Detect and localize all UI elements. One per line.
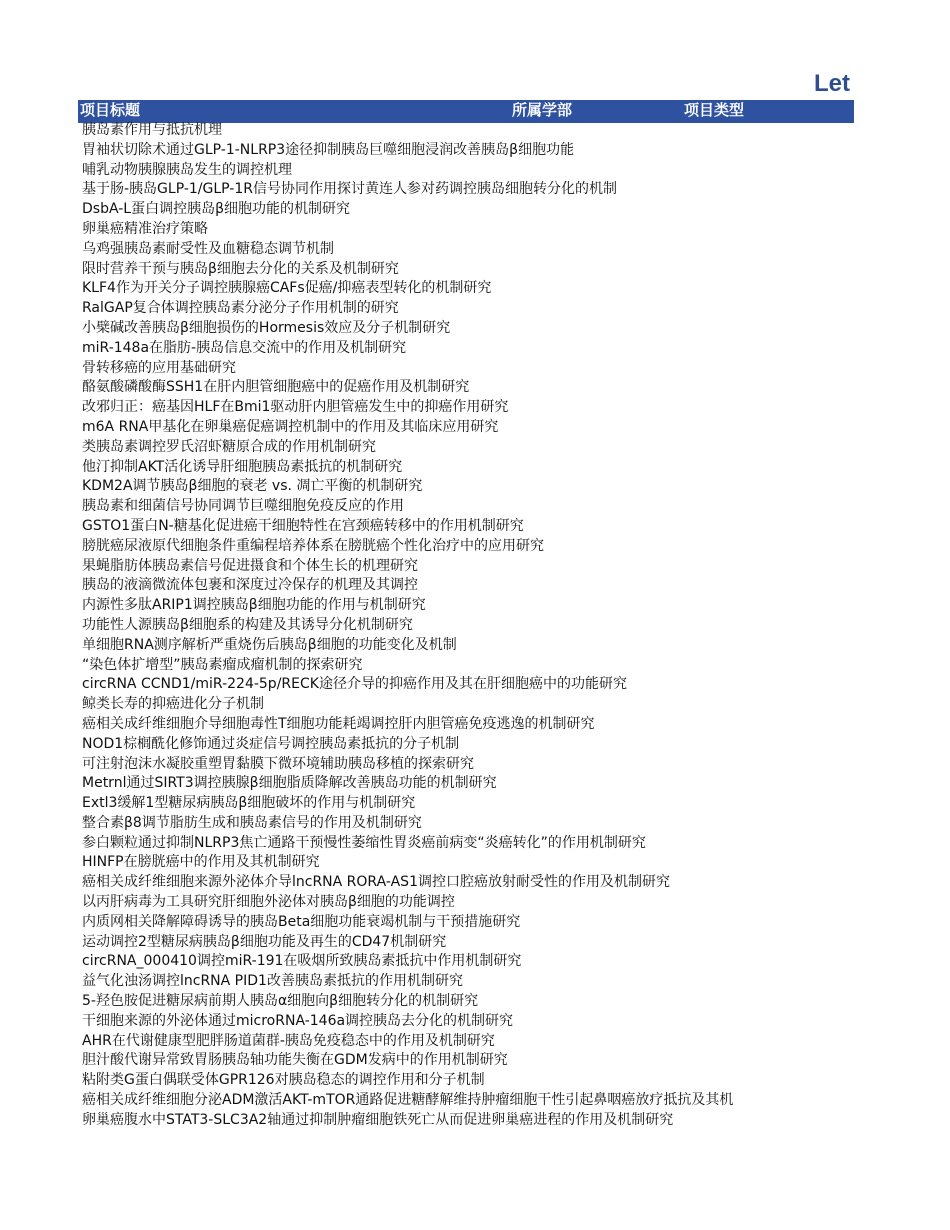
table-row: RalGAP复合体调控胰岛素分泌分子作用机制的研究: [82, 300, 399, 317]
table-row: 胰岛的液滴微流体包裹和深度过冷保存的机理及其调控: [82, 577, 418, 594]
column-header-title: 项目标题: [80, 101, 141, 119]
table-row: 胆汁酸代谢异常致胃肠胰岛轴功能失衡在GDM发病中的作用机制研究: [82, 1052, 508, 1069]
table-row: miR-148a在脂肪-胰岛信息交流中的作用及机制研究: [82, 339, 407, 356]
table-row: DsbA-L蛋白调控胰岛β细胞功能的机制研究: [82, 201, 351, 218]
table-row: 参白颗粒通过抑制NLRP3焦亡通路干预慢性萎缩性胃炎癌前病变“炎癌转化”的作用机制研究: [82, 834, 646, 851]
table-row: 卵巢癌精准治疗策略: [82, 220, 208, 237]
column-header-type: 项目类型: [684, 101, 745, 119]
table-row: 小檗碱改善胰岛β细胞损伤的Hormesis效应及分子机制研究: [82, 319, 451, 336]
table-row: 癌相关成纤维细胞分泌ADM激活AKT-mTOR通路促进糖酵解维持肿瘤细胞干性引起鼻咽癌放疗抵抗及其机: [82, 1092, 734, 1109]
table-row: “染色体扩增型”胰岛素瘤成瘤机制的探索研究: [82, 656, 363, 673]
table-row: Metrnl通过SIRT3调控胰腺β细胞脂质降解改善胰岛功能的机制研究: [82, 775, 497, 792]
table-row: 基于肠-胰岛GLP-1/GLP-1R信号协同作用探讨黄连人参对药调控胰岛细胞转分化的机制: [82, 181, 617, 198]
table-row: m6A RNA甲基化在卵巢癌促癌调控机制中的作用及其临床应用研究: [82, 418, 499, 435]
column-header-department: 所属学部: [512, 101, 573, 119]
table-row: 整合素β8调节脂肪生成和胰岛素信号的作用及机制研究: [82, 814, 422, 831]
table-row: circRNA CCND1/miR-224-5p/RECK途径介导的抑癌作用及其在肝细胞癌中的功能研究: [82, 676, 627, 693]
table-row: 果蝇脂肪体胰岛素信号促进摄食和个体生长的机理研究: [82, 557, 418, 574]
table-row: 酪氨酸磷酸酶SSH1在肝内胆管细胞癌中的促癌作用及机制研究: [82, 379, 470, 396]
table-row: NOD1棕榈酰化修饰通过炎症信号调控胰岛素抵抗的分子机制: [82, 735, 460, 752]
table-row: 以丙肝病毒为工具研究肝细胞外泌体对胰岛β细胞的功能调控: [82, 894, 455, 911]
table-row: 运动调控2型糖尿病胰岛β细胞功能及再生的CD47机制研究: [82, 933, 447, 950]
table-row: KDM2A调节胰岛β细胞的衰老 vs. 凋亡平衡的机制研究: [82, 478, 423, 495]
table-row: 可注射泡沫水凝胶重塑胃黏膜下微环境辅助胰岛移植的探索研究: [82, 755, 474, 772]
table-row: 卵巢癌腹水中STAT3-SLC3A2轴通过抑制肿瘤细胞铁死亡从而促进卵巢癌进程的作用及机制研究: [82, 1111, 674, 1128]
table-row: 胃袖状切除术通过GLP-1-NLRP3途径抑制胰岛巨噬细胞浸润改善胰岛β细胞功能: [82, 141, 575, 158]
table-row: 粘附类G蛋白偶联受体GPR126对胰岛稳态的调控作用和分子机制: [82, 1072, 485, 1089]
table-row: 癌相关成纤维细胞来源外泌体介导lncRNA RORA-AS1调控口腔癌放射耐受性的作用及机制研究: [82, 874, 670, 891]
table-row: 限时营养干预与胰岛β细胞去分化的关系及机制研究: [82, 260, 399, 277]
table-row: 5-羟色胺促进糖尿病前期人胰岛α细胞向β细胞转分化的机制研究: [82, 993, 479, 1010]
table-row: GSTO1蛋白N-糖基化促进癌干细胞特性在宫颈癌转移中的作用机制研究: [82, 517, 524, 534]
table-row: AHR在代谢健康型肥胖肠道菌群-胰岛免疫稳态中的作用及机制研究: [82, 1032, 495, 1049]
table-row: 功能性人源胰岛β细胞系的构建及其诱导分化机制研究: [82, 616, 413, 633]
table-row: 干细胞来源的外泌体通过microRNA-146a调控胰岛去分化的机制研究: [82, 1012, 514, 1029]
table-row: 骨转移癌的应用基础研究: [82, 359, 236, 376]
table-row: 乌鸡强胰岛素耐受性及血糖稳态调节机制: [82, 240, 334, 257]
table-row: 膀胱癌尿液原代细胞条件重编程培养体系在膀胱癌个性化治疗中的应用研究: [82, 537, 544, 554]
table-row: 改邪归正：癌基因HLF在Bmi1驱动肝内胆管癌发生中的抑癌作用研究: [82, 399, 509, 416]
table-header: [78, 100, 854, 123]
table-row: 胰岛素作用与抵抗机理: [82, 122, 222, 138]
corner-partial-title: Let: [814, 71, 850, 97]
table-row: 鲸类长寿的抑癌进化分子机制: [82, 696, 264, 713]
table-row: 益气化浊汤调控lncRNA PID1改善胰岛素抵抗的作用机制研究: [82, 973, 463, 990]
table-row: 他汀抑制AKT活化诱导肝细胞胰岛素抵抗的机制研究: [82, 458, 403, 475]
table-row: 内源性多肽ARIP1调控胰岛β细胞功能的作用与机制研究: [82, 597, 426, 614]
table-row: 单细胞RNA测序解析严重烧伤后胰岛β细胞的功能变化及机制: [82, 636, 457, 653]
project-list: [82, 121, 858, 1133]
table-row: KLF4作为开关分子调控胰腺癌CAFs促癌/抑癌表型转化的机制研究: [82, 280, 492, 297]
table-row: 哺乳动物胰腺胰岛发生的调控机理: [82, 161, 292, 178]
table-row: 内质网相关降解障碍诱导的胰岛Beta细胞功能衰竭机制与干预措施研究: [82, 913, 521, 930]
table-row: Extl3缓解1型糖尿病胰岛β细胞破坏的作用与机制研究: [82, 795, 416, 812]
table-row: 癌相关成纤维细胞介导细胞毒性T细胞功能耗竭调控肝内胆管癌免疫逃逸的机制研究: [82, 715, 595, 732]
table-row: HINFP在膀胱癌中的作用及其机制研究: [82, 854, 320, 871]
table-row: circRNA_000410调控miR-191在吸烟所致胰岛素抵抗中作用机制研究: [82, 953, 522, 970]
table-row: 类胰岛素调控罗氏沼虾糖原合成的作用机制研究: [82, 438, 376, 455]
table-row: 胰岛素和细菌信号协同调节巨噬细胞免疫反应的作用: [82, 498, 404, 515]
